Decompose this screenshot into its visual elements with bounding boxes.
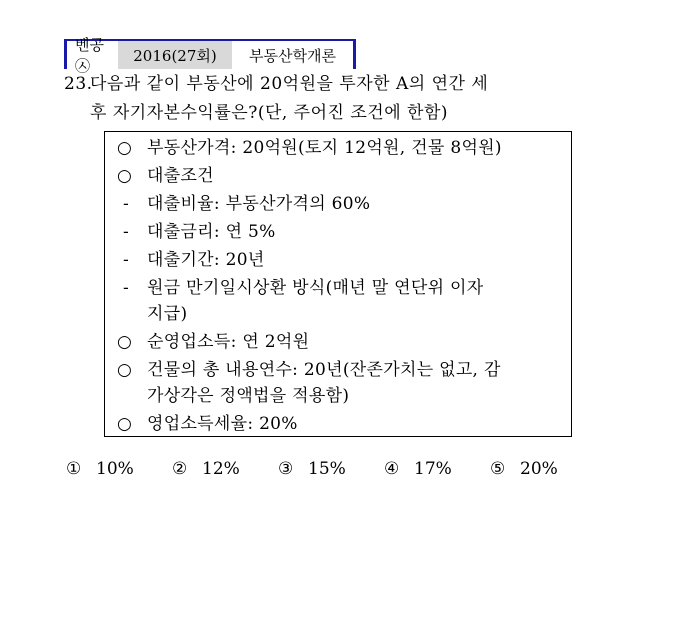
question-text-2: 후 자기자본수익률은?(단, 주어진 조건에 한함) bbox=[90, 103, 448, 123]
condition-row bbox=[117, 360, 501, 380]
condition-row bbox=[123, 278, 483, 298]
circle-bullet-icon: ○ bbox=[117, 138, 133, 158]
condition-text: 원금 만기일시상환 방식(매년 말 연단위 이자 bbox=[147, 278, 484, 298]
dash-bullet-icon: - bbox=[123, 278, 130, 298]
choice-number-icon: ③ bbox=[278, 459, 294, 479]
answer-choices bbox=[66, 459, 626, 483]
condition-text: 부동산가격: 20억원(토지 12억원, 건물 8억원) bbox=[147, 138, 502, 158]
circle-bullet-icon: ○ bbox=[117, 360, 133, 380]
condition-text: 영업소득세율: 20% bbox=[147, 414, 298, 434]
dash-bullet-icon: - bbox=[123, 194, 130, 214]
choice-value: 12% bbox=[202, 459, 240, 479]
subject-tag: 벤공㉦ bbox=[64, 41, 118, 69]
question-stem bbox=[64, 70, 604, 128]
condition-row bbox=[123, 194, 370, 214]
choice-value: 20% bbox=[520, 459, 558, 479]
condition-text: 건물의 총 내용연수: 20년(잔존가치는 없고, 감 bbox=[147, 360, 501, 380]
exam-tag: 2016(27회) bbox=[118, 41, 232, 69]
choice-number-icon: ① bbox=[66, 459, 82, 479]
question-text-1: 다음과 같이 부동산에 20억원을 투자한 A의 연간 세 bbox=[90, 74, 489, 94]
condition-row-continued bbox=[117, 386, 349, 406]
condition-row bbox=[123, 222, 276, 242]
choice-value: 17% bbox=[414, 459, 452, 479]
condition-text: 순영업소득: 연 2억원 bbox=[147, 332, 310, 352]
choice-number-icon: ④ bbox=[384, 459, 400, 479]
condition-text: 대출조건 bbox=[147, 166, 214, 186]
circle-bullet-icon: ○ bbox=[117, 414, 133, 434]
conditions-box bbox=[104, 131, 572, 437]
choice-value: 10% bbox=[96, 459, 134, 479]
question-line-1 bbox=[64, 70, 604, 99]
condition-row bbox=[117, 138, 502, 158]
condition-text: 가상각은 정액법을 적용함) bbox=[147, 386, 350, 406]
circle-bullet-icon: ○ bbox=[117, 332, 133, 352]
condition-text: 지급) bbox=[147, 304, 188, 324]
choice-number-icon: ⑤ bbox=[490, 459, 506, 479]
question-number: 23. bbox=[64, 74, 93, 94]
choice-5[interactable] bbox=[490, 459, 558, 479]
condition-row bbox=[123, 250, 265, 270]
dash-bullet-icon: - bbox=[123, 222, 130, 242]
condition-row bbox=[117, 332, 309, 352]
dash-bullet-icon: - bbox=[123, 250, 130, 270]
choice-2[interactable] bbox=[172, 459, 240, 479]
choice-value: 15% bbox=[308, 459, 346, 479]
exam-header-bar bbox=[64, 36, 356, 75]
choice-number-icon: ② bbox=[172, 459, 188, 479]
circle-bullet-icon: ○ bbox=[117, 166, 133, 186]
condition-text: 대출기간: 20년 bbox=[147, 250, 265, 270]
condition-row-continued bbox=[123, 304, 187, 324]
course-tag: 부동산학개론 bbox=[232, 41, 356, 69]
choice-1[interactable] bbox=[66, 459, 134, 479]
condition-text: 대출비율: 부동산가격의 60% bbox=[147, 194, 371, 214]
condition-row bbox=[117, 166, 214, 186]
condition-row bbox=[117, 414, 298, 434]
choice-3[interactable] bbox=[278, 459, 346, 479]
condition-text: 대출금리: 연 5% bbox=[147, 222, 276, 242]
choice-4[interactable] bbox=[384, 459, 452, 479]
